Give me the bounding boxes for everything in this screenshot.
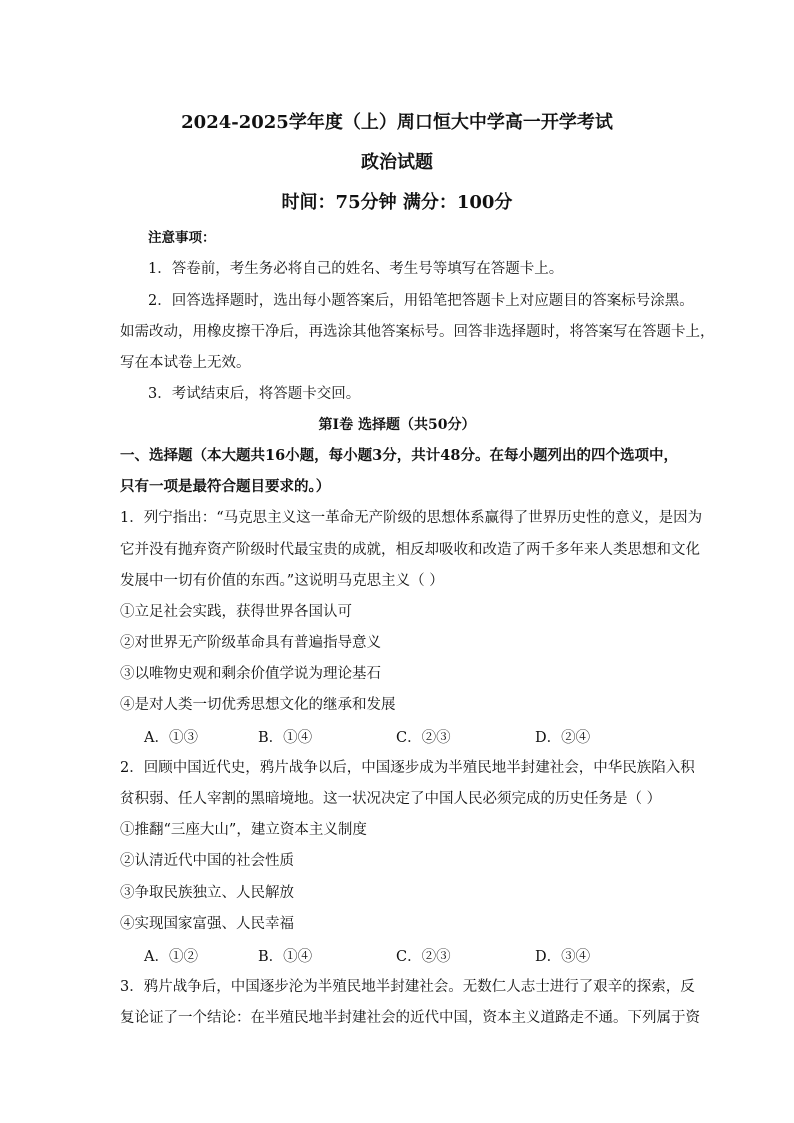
q1-option-b: B．①④ [258, 730, 313, 746]
q2-option-c: C．②③ [396, 949, 451, 965]
q3-stem-line-1: 3．鸦片战争后，中国逐步沦为半殖民地半封建社会。无数仁人志士进行了艰辛的探索，反 [120, 979, 695, 995]
q1-statement-3: ③以唯物史观和剩余价值学说为理论基石 [120, 666, 381, 682]
q1-option-a: A．①③ [144, 730, 198, 746]
part-instructions-line-1: 一、选择题（本大题共16小题，每小题3分，共计48分。在每小题列出的四个选项中， [120, 447, 678, 464]
q1-option-c: C．②③ [396, 730, 451, 746]
note-3: 3．考试结束后，将答题卡交回。 [148, 386, 361, 402]
q1-statement-4: ④是对人类一切优秀思想文化的继承和发展 [120, 697, 396, 713]
q3-stem-line-2: 复论证了一个结论：在半殖民地半封建社会的近代中国，资本主义道路走不通。下列属于资 [120, 1010, 700, 1026]
q1-statement-1: ①立足社会实践，获得世界各国认可 [120, 604, 352, 620]
q2-option-a: A．①② [144, 949, 198, 965]
notes-heading: 注意事项： [148, 230, 216, 246]
note-2-line-2: 如需改动，用橡皮擦干净后，再选涂其他答案标号。回答非选择题时，将答案写在答题卡上， [120, 324, 715, 340]
section-title: 第Ⅰ卷 选择题（共50分） [318, 417, 476, 433]
q2-option-b: B．①④ [258, 949, 313, 965]
q1-stem-line-1: 1．列宁指出：“马克思主义这一革命无产阶级的思想体系赢得了世界历史性的意义，是因为 [120, 510, 703, 526]
q1-stem-line-2: 它并没有抛弃资产阶级时代最宝贵的成就，相反却吸收和改造了两千多年来人类思想和文化 [120, 542, 700, 558]
q2-stem-line-2: 贫积弱、任人宰割的黑暗境地。这一状况决定了中国人民必须完成的历史任务是（ ） [120, 791, 662, 807]
q2-statement-1: ①推翻“三座大山”，建立资本主义制度 [120, 822, 367, 838]
q2-statement-3: ③争取民族独立、人民解放 [120, 885, 294, 901]
q2-statement-2: ②认清近代中国的社会性质 [120, 853, 294, 869]
q1-statement-2: ②对世界无产阶级革命具有普遍指导意义 [120, 635, 381, 651]
q2-option-d: D．③④ [535, 949, 591, 965]
q2-statement-4: ④实现国家富强、人民幸福 [120, 916, 294, 932]
part-instructions-line-2: 只有一项是最符合题目要求的。） [120, 478, 331, 495]
note-2-line-1: 2．回答选择题时，选出每小题答案后，用铅笔把答题卡上对应题目的答案标号涂黑。 [148, 293, 694, 309]
note-2-line-3: 写在本试卷上无效。 [120, 355, 251, 371]
q1-stem-line-3: 发展中一切有价值的东西。”这说明马克思主义（ ） [120, 573, 444, 589]
q2-stem-line-1: 2．回顾中国近代史，鸦片战争以后，中国逐步成为半殖民地半封建社会，中华民族陷入积 [120, 760, 695, 776]
exam-time-score: 时间：75分钟 满分：100分 [281, 192, 513, 213]
note-1: 1．答卷前，考生务必将自己的姓名、考生号等填写在答题卡上。 [148, 261, 564, 277]
q1-option-d: D．②④ [535, 730, 591, 746]
exam-title: 2024-2025学年度（上）周口恒大中学高一开学考试 [181, 112, 613, 133]
exam-subject: 政治试题 [361, 152, 433, 173]
